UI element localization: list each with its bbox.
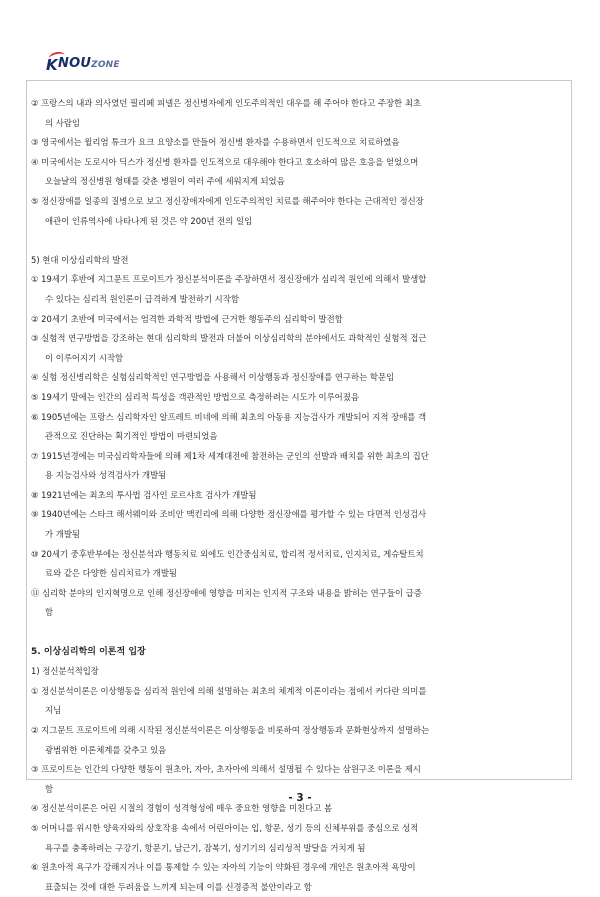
text-line: ③ 프로이트는 인간의 다양한 행동이 원초아, 자아, 초자아에 의해서 설명될 수 있다는 삼원구조 이론을 제시 — [31, 764, 421, 775]
text-line: ⑨ 1940년에는 스타크 해서웨이와 조비안 맥킨리에 의해 다양한 정신장애를 평가할 수 있는 다면적 인성검사 — [31, 509, 427, 520]
text-line: 료와 같은 다양한 심리치료가 개발됨 — [45, 568, 178, 579]
text-line: 수 있다는 심리적 원인론이 급격하게 발전하기 시작함 — [45, 293, 239, 304]
text-line: ⑦ 1915년경에는 미국심리학자들에 의해 제1차 세계대전에 참전하는 군인의 선발과 배치를 위한 최초의 집단 — [31, 450, 429, 461]
text-line: 함 — [45, 607, 54, 618]
text-line: ③ 실험적 연구방법을 강조하는 현대 심리학의 발전과 더불어 이상심리학의 분야에서도 과학적인 실험적 접근 — [31, 333, 427, 344]
text-line: ④ 정신분석이론은 어린 시절의 경험이 성격형성에 매우 중요한 영향을 미친다고 봄 — [31, 803, 333, 814]
logo-k: K — [46, 56, 58, 74]
page-number: - 3 - — [288, 792, 312, 804]
text-line: 관적으로 진단하는 획기적인 방법이 마련되었음 — [45, 431, 218, 442]
text-line: 이 이루어지기 시작함 — [45, 352, 124, 363]
text-line: ⑤ 어머니를 위시한 양육자와의 상호작용 속에서 어린아이는 입, 항문, 성기 등의 신체부위를 중심으로 성적 — [31, 822, 419, 833]
text-line: 용 지능검사와 성격검사가 개발됨 — [45, 470, 167, 481]
subsection-heading: 5) 현대 이상심리학의 발전 — [31, 254, 129, 265]
subsection-heading: 1) 정신분석적입장 — [31, 666, 99, 677]
text-line: ⑥ 원초아적 욕구가 강해지거나 이를 통제할 수 있는 자아의 기능이 약화된 경우에 개인은 원초아적 욕망이 — [31, 862, 416, 873]
text-line: 오늘날의 정신병원 형태를 갖춘 병원이 여러 주에 세워지게 되었음 — [45, 176, 285, 187]
logo-nou: NOU — [58, 56, 92, 71]
text-line: 의 사람임 — [45, 117, 81, 128]
text-line: ② 20세기 초반에 미국에서는 엄격한 과학적 방법에 근거한 행동주의 심리학이 발전함 — [31, 313, 343, 324]
text-line: ⑤ 19세기 말에는 인간의 심리적 특성을 객관적인 방법으로 측정하려는 시도가 이루어졌음 — [31, 391, 359, 402]
text-line: ⑤ 정신장애를 일종의 질병으로 보고 정신장애자에게 인도주의적인 치료를 해주어야 한다는 근대적인 정신장 — [31, 195, 424, 206]
logo-wordmark — [58, 56, 120, 71]
text-line: ⑪ 심리학 분야의 인지혁명으로 인해 정신장애에 영향을 미치는 인지적 구조와 내용을 밝히는 연구들이 급증 — [31, 587, 422, 598]
text-line: ① 정신분석이론은 이상행동을 심리적 원인에 의해 설명하는 최초의 체계적 이론이라는 점에서 커다란 의미를 — [31, 685, 427, 696]
text-line: ④ 실험 정신병리학은 실험심리학적인 연구방법을 사용해서 이상행동과 정신장애를 연구하는 학문임 — [31, 372, 395, 383]
text-line: ② 프랑스의 내과 의사였던 필리페 피넬은 정신병자에게 인도주의적인 대우를 해 주어야 한다고 주장한 최초 — [31, 98, 421, 108]
knouzone-logo — [46, 56, 166, 74]
text-line: ⑥ 1905년에는 프랑스 심리학자인 알프레트 비네에 의해 최초의 아동용 지능검사가 개발되어 지적 장애를 객 — [31, 411, 427, 422]
document-body — [31, 94, 563, 897]
text-line: ① 19세기 후반에 지그문트 프로이트가 정신분석이론을 주장하면서 정신장애가 심리적 원인에 의해서 발생할 — [31, 274, 427, 285]
blank-line — [31, 623, 563, 643]
text-line: 지님 — [45, 705, 62, 716]
text-line: 표출되는 것에 대한 두려움을 느끼게 되는데 이를 신경증적 불안이라고 함 — [45, 881, 312, 892]
text-line: 함 — [45, 783, 54, 794]
section-heading: 5. 이상심리학의 이론적 입장 — [31, 646, 146, 657]
text-line: ⑧ 1921년에는 최초의 투사법 검사인 로르샤흐 검사가 개발됨 — [31, 489, 257, 500]
logo-zone: ZONE — [91, 60, 120, 70]
text-line: 광범위한 이론체계를 갖추고 있음 — [45, 744, 167, 755]
text-line: ③ 영국에서는 윌리엄 튜크가 요크 요양소를 만들어 정신병 환자를 수용하면서 인도적으로 치료하였음 — [31, 137, 400, 148]
text-line: 애관이 인류역사에 나타나게 된 것은 약 200년 전의 일임 — [45, 215, 253, 226]
blank-line — [31, 231, 563, 251]
text-line: ⑩ 20세기 중후반부에는 정신분석과 행동치료 외에도 인간중심치료, 합리적 정서치료, 인지치료, 게슈탈트치 — [31, 548, 424, 559]
text-line: ② 지그문트 프로이트에 의해 시작된 정신분석이론은 이상행동을 비롯하여 정상행동과 문화현상까지 설명하는 — [31, 725, 430, 735]
text-line: 욕구를 충족하려는 구강기, 항문기, 남근기, 잠복기, 성기기의 심리성적 발달을 거치게 됨 — [45, 842, 366, 853]
text-line: ④ 미국에서는 도로시아 딕스가 정신병 환자를 인도적으로 대우해야 한다고 호소하여 많은 호응을 얻었으며 — [31, 156, 419, 167]
text-line: 가 개발됨 — [45, 529, 81, 540]
